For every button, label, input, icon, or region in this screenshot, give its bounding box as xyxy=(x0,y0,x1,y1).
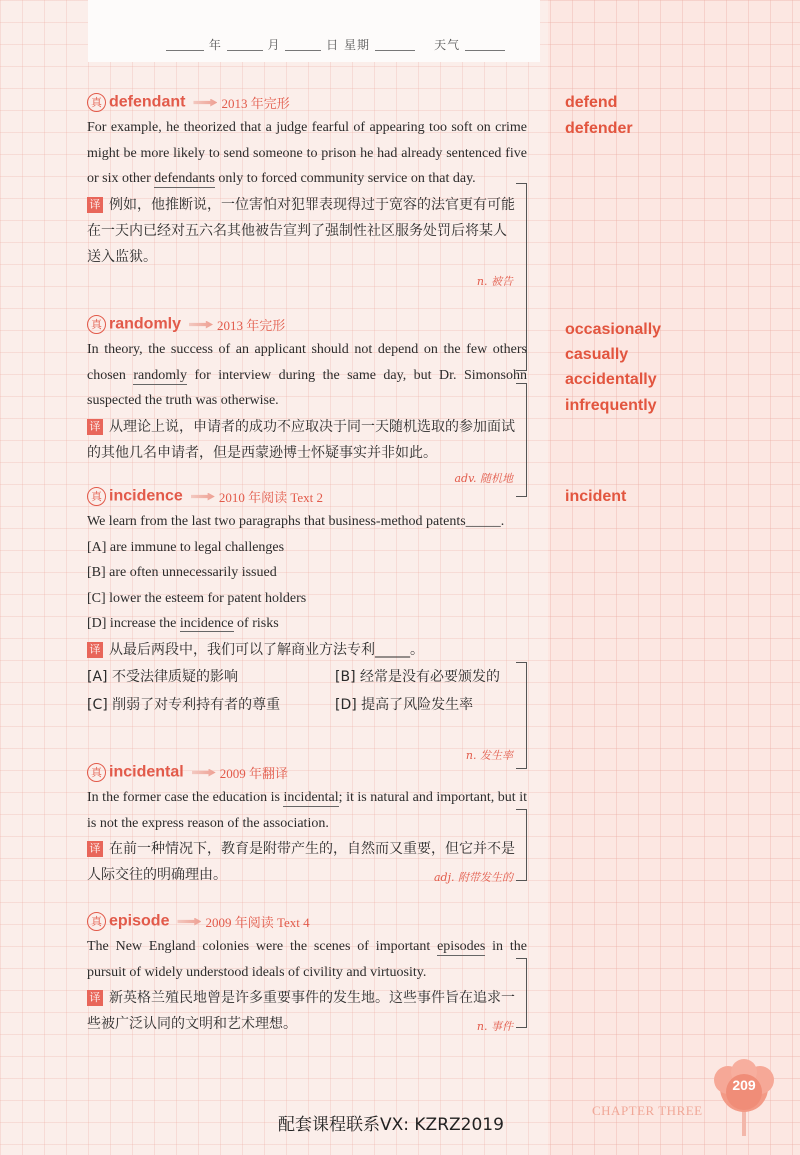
zh-option-b: [B] 经常是没有必要颁发的 xyxy=(335,668,500,685)
headword: randomly xyxy=(109,315,182,333)
highlighted-word: episodes xyxy=(437,939,486,954)
year-label: 年 xyxy=(208,38,222,52)
definition: adv. 随机地 xyxy=(454,472,513,485)
day-label: 日 xyxy=(326,38,340,52)
question-stem: We learn from the last two paragraphs that business-method patents_____. xyxy=(87,514,505,529)
date-header xyxy=(88,0,540,62)
watermark-text: 配套课程联系VX: KZRZ2019 xyxy=(278,1115,504,1135)
entry-head xyxy=(87,912,527,934)
entry-incidence xyxy=(87,487,527,762)
example-sentence: In the former case the education is incidental; it is natural and important, but it is not the express reason of the association. xyxy=(87,790,527,831)
definition: n. 事件 xyxy=(476,1020,513,1033)
source-label: 2009 年阅读 Text 4 xyxy=(205,915,310,930)
exam-badge: 真 xyxy=(87,315,106,334)
related-word-defend: defend xyxy=(565,94,618,111)
chapter-label: CHAPTER THREE xyxy=(592,1103,703,1118)
option-d: [D] increase the incidence of risks xyxy=(87,616,279,631)
definition: n. 发生率 xyxy=(465,749,513,762)
entry-head xyxy=(87,315,527,337)
translation-icon: 译 xyxy=(87,841,103,857)
source-label: 2009 年翻译 xyxy=(219,766,288,781)
arrow-icon xyxy=(191,493,215,501)
weather-label: 天气 xyxy=(434,38,461,52)
highlighted-word: incidental xyxy=(283,790,339,805)
translation: 译 例如，他推断说，一位害怕对犯罪表现得过于宽容的法官更有可能在一天内已经对五六名其他被告宣判了强制性社区服务处罚后将某人送入监狱。 xyxy=(87,196,515,265)
option-b: [B] are often unnecessarily issued xyxy=(87,565,277,580)
headword: defendant xyxy=(109,93,186,111)
entry-episode xyxy=(87,912,527,1037)
exam-badge: 真 xyxy=(87,93,106,112)
translated-options xyxy=(87,663,527,719)
exam-badge: 真 xyxy=(87,912,106,931)
bracket-line xyxy=(516,662,527,769)
zh-option-d: [D] 提高了风险发生率 xyxy=(335,696,474,713)
translation-icon: 译 xyxy=(87,642,103,658)
headword: incidence xyxy=(109,487,183,505)
entry-head xyxy=(87,763,527,785)
bracket-line xyxy=(516,809,527,881)
month-label: 月 xyxy=(267,38,281,52)
flower-icon xyxy=(708,1058,780,1138)
zh-option-c: [C] 削弱了对专利持有者的尊重 xyxy=(87,696,281,713)
translation-icon: 译 xyxy=(87,990,103,1006)
entry-defendant xyxy=(87,93,527,288)
related-word-casually: casually xyxy=(565,346,629,363)
arrow-icon xyxy=(192,769,216,777)
headword: episode xyxy=(109,912,170,930)
page-number: 209 xyxy=(732,1077,756,1093)
definition: adj. 附带发生的 xyxy=(433,871,513,884)
date-line xyxy=(166,36,505,53)
option-c: [C] lower the esteem for patent holders xyxy=(87,590,307,606)
translation: 译 新英格兰殖民地曾是许多重要事件的发生地。这些事件旨在追求一些被广泛认同的文明和艺术理想。 xyxy=(87,990,515,1032)
translation: 译 从最后两段中，我们可以了解商业方法专利_____。 xyxy=(87,637,527,663)
headword: incidental xyxy=(109,763,184,781)
entry-head xyxy=(87,93,527,115)
translation: 译 从理论上说，申请者的成功不应取决于同一天随机选取的参加面试的其他几名申请者，但是西蒙逊博士怀疑事实并非如此。 xyxy=(87,418,515,461)
translation-icon: 译 xyxy=(87,419,103,435)
example-sentence: For example, he theorized that a judge fearful of appearing too soft on crime might be more likely to send someone to prison he had already sentenced five or six other defendants only to forced community service on that day. xyxy=(87,120,527,186)
definition: n. 被告 xyxy=(476,275,513,288)
entry-head xyxy=(87,487,527,509)
related-word-accidentally: accidentally xyxy=(565,371,657,388)
source-label: 2010 年阅读 Text 2 xyxy=(218,490,323,505)
bracket-line xyxy=(516,958,527,1028)
entry-randomly xyxy=(87,315,527,485)
source-label: 2013 年完形 xyxy=(221,96,290,111)
arrow-icon xyxy=(193,99,217,107)
source-label: 2013 年完形 xyxy=(217,318,286,333)
translation-icon: 译 xyxy=(87,197,103,213)
related-word-infrequently: infrequently xyxy=(565,397,657,414)
exam-badge: 真 xyxy=(87,487,106,506)
entry-incidental xyxy=(87,763,527,888)
option-a: [A] are immune to legal challenges xyxy=(87,539,285,555)
highlighted-word: randomly xyxy=(133,367,187,383)
arrow-icon xyxy=(189,321,213,329)
related-word-defender: defender xyxy=(565,120,633,137)
related-word-occasionally: occasionally xyxy=(565,321,662,338)
translation: 译 在前一种情况下，教育是附带产生的，自然而又重要，但它并不是人际交往的明确理由。 xyxy=(87,841,515,883)
example-sentence: The New England colonies were the scenes of important episodes in the pursuit of widely understood ideals of civility and virtuosity. xyxy=(87,939,528,980)
weekday-label: 星期 xyxy=(344,38,371,52)
zh-option-a: [A] 不受法律质疑的影响 xyxy=(87,668,238,685)
example-sentence: In theory, the success of an applicant should not depend on the few others chosen randomly for interview during the same day, but Dr. Simonsohn suspected the truth was otherwise. xyxy=(87,342,527,408)
bracket-line xyxy=(516,383,527,497)
highlighted-word: incidence xyxy=(179,616,234,631)
related-word-incident: incident xyxy=(565,488,627,505)
exam-badge: 真 xyxy=(87,763,106,782)
arrow-icon xyxy=(177,918,201,926)
highlighted-word: defendants xyxy=(154,171,215,186)
